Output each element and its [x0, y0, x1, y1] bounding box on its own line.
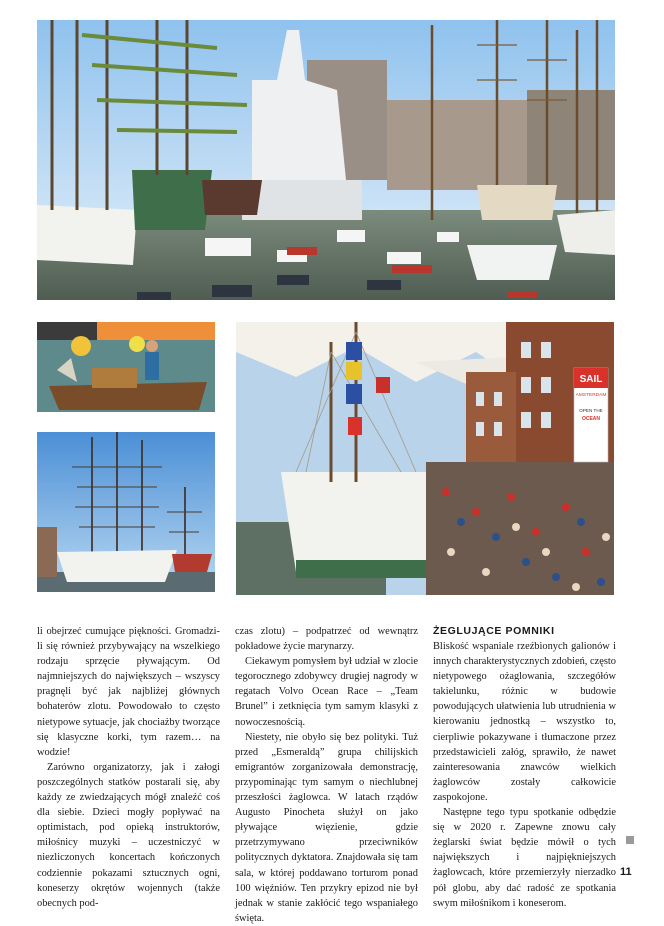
- paragraph: Ciekawym pomysłem był udział w zlocie tegorocznego zdobywcy drugiej nagrody w regatach Volvo Ocean Race – „Team Brunel” i zetknięcia tym samym klasyki z nowoczesnością.: [235, 656, 418, 728]
- paragraph: Bliskość wspaniale rzeźbionych galionów i innych charakterystycznych zdobień, często nietypowego ożaglowania, szczegółów takielunku, różnic w budowie powodujących ułatwienia lub utrudnienia w kierowaniu jednostką – wszystko to, cierpliwie pokazywane i tłumaczone przez przedstawicieli załóg, sprawiło, że nawet zainteresowania znawców wielkich żaglowców zostały całkowicie zaspokojone.: [433, 641, 616, 803]
- page-number: 11: [620, 866, 632, 878]
- text-column-2: [235, 624, 418, 926]
- section-heading: ŻEGLUJĄCE POMNIKI: [433, 625, 555, 637]
- paragraph: Następne tego typu spotkanie odbędzie się w 2020 r. Zapewne znowu cały żeglarski świat będzie mówił o tych największych i najpiękniejszych żaglowcach, które przemierzyły nierzadko pół globu, aby dać radość ze spotkania swym miłośnikom i koneserom.: [433, 807, 616, 909]
- banner-ocean-text: OCEAN: [581, 416, 601, 422]
- esmeralda-crowd-photo: [236, 322, 614, 595]
- banner-open-text: OPEN THE: [579, 408, 603, 413]
- end-of-article-square: [626, 836, 634, 844]
- text-column-3: [433, 624, 616, 911]
- tall-ships-photo: [37, 432, 215, 592]
- text-column-1: [37, 624, 220, 911]
- harbor-panorama-photo: [37, 20, 615, 300]
- paragraph: Niestety, nie obyło się bez polityki. Tuż przed „Esmeraldą” grupa chilijskich emigrantów zorganizowała demonstrację, przypominając tym samym o niechlubnej przeszłości żaglowca. W latach rządów Augusto Pinocheta służył on jako pływające więzienie, gdzie przetrzymywano przeciwników politycznych dyktatora. Znajdowała się tam sala, w której poddawano torturom ponad 100 więźniów. Ten przykry epizod nie był jednak w stanie zakłócić tego wspaniałego święta.: [235, 731, 418, 924]
- paragraph: Zarówno organizatorzy, jak i załogi poszczególnych statków postarali się, aby każdy ze zwiedzających mógł znaleźć coś dla siebie. Dzieci mogły popływać na optimistach, pod opieką instruktorów, miłośnicy muzyki – uczestniczyć w niezliczonych koncertach kończonych codziennie pokazami sztucznych ogni, koneserzy okrętów wojennych (także obecnych pod-: [37, 761, 220, 909]
- paragraph: li obejrzeć cumujące piękności. Gromadzi-li się również przybywający na wszelkiego rodzaju sprzęcie pływającym. Od najmniejszych do największych – wszyscy pragnęli być jak najbliżej głównych bohaterów zlotu. Powodowało to często nietypowe sytuacje, jak chociażby tworzące się klasyczne korki, tym razem… na wodzie!: [37, 626, 220, 758]
- figurehead-boat-photo: [37, 322, 215, 412]
- paragraph: czas zlotu) – podpatrzeć od wewnątrz pokładowe życie marynarzy.: [235, 626, 418, 653]
- banner-sail-text: SAIL: [579, 374, 603, 385]
- banner-amsterdam-text: AMSTERDAM: [575, 393, 607, 398]
